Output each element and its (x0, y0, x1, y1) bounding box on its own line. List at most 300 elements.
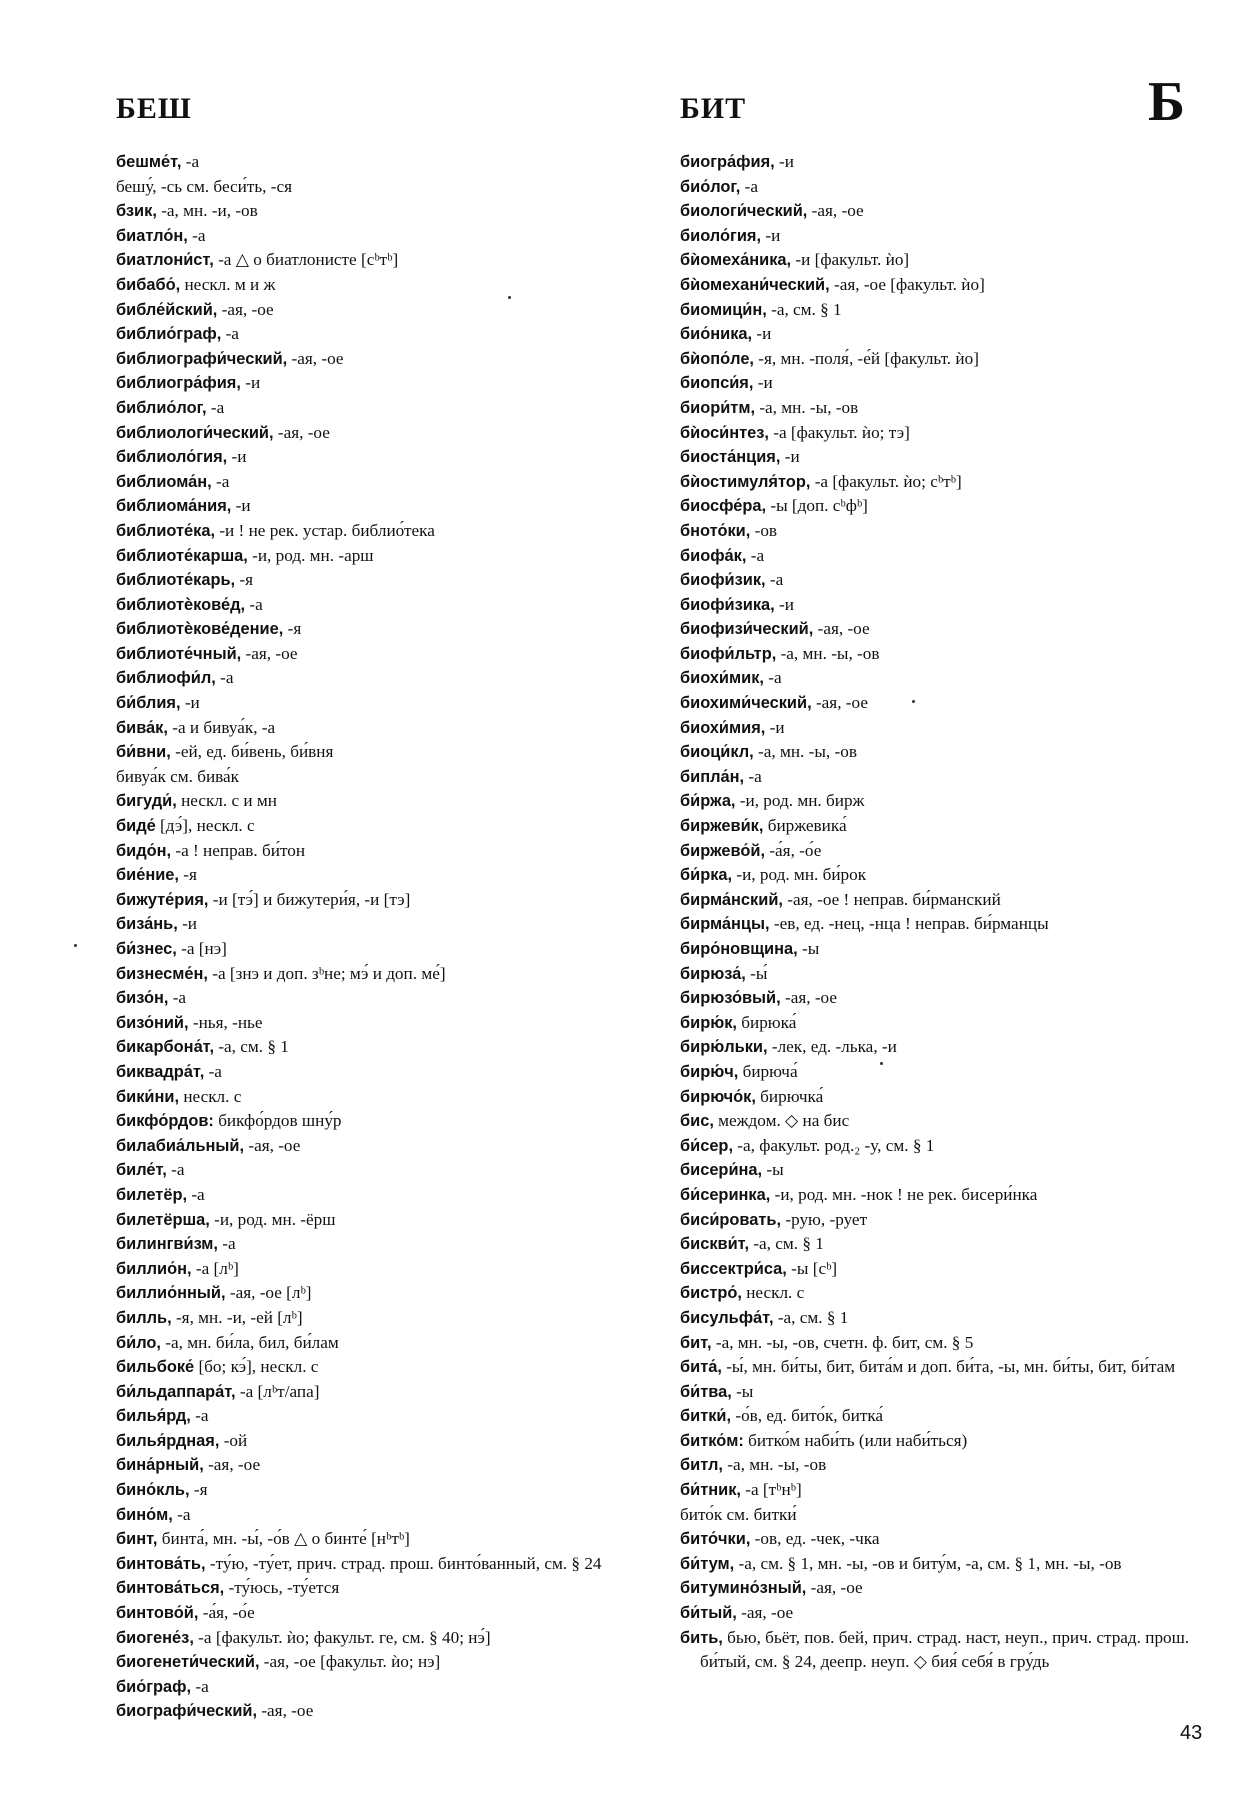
entry-headword: би́тва, (680, 1382, 732, 1401)
entry-headword: библиома́н, (116, 472, 212, 491)
entry-headword: бизо́н, (116, 989, 169, 1008)
entry-headword: битко́м: (680, 1431, 744, 1450)
entry-headword: биофи́зика, (680, 595, 775, 614)
dictionary-entry (116, 666, 641, 691)
entry-grammar: -а △ о биатлонисте [сᵇтᵇ] (213, 250, 399, 270)
dictionary-entry (680, 1380, 1210, 1405)
entry-headword: бильбоке́ (116, 1358, 195, 1377)
dictionary-entry (116, 1183, 641, 1208)
entry-grammar: -ая, -ое (217, 299, 274, 319)
entry-headword: биогене́з, (116, 1628, 194, 1647)
entry-grammar: -а [лᵇт/апа] (235, 1381, 320, 1401)
dictionary-entry (680, 716, 1210, 741)
dictionary-entry (116, 937, 641, 962)
entry-headword: бибабо́, (116, 275, 181, 294)
dictionary-entry (116, 888, 641, 913)
entry-grammar: -ая, -ое (806, 1578, 863, 1598)
dictionary-entry (680, 273, 1210, 298)
entry-headword: библиотѐкове́д, (116, 595, 246, 614)
entry-grammar: -а (763, 668, 782, 688)
entry-headword: бзик, (116, 202, 157, 221)
entry-headword: биофа́к, (680, 546, 747, 565)
entry-grammar: бешу́, -сь см. беси́ть, -ся (116, 176, 293, 196)
dictionary-entry (680, 1355, 1210, 1380)
dictionary-entry (116, 1453, 641, 1478)
dictionary-entry (680, 839, 1210, 864)
entry-grammar: -ы́ (745, 963, 768, 983)
entry-headword: бина́рный, (116, 1456, 204, 1475)
dictionary-entry (680, 1109, 1210, 1134)
entry-headword: билабиа́льный, (116, 1136, 245, 1155)
dictionary-entry (116, 1306, 641, 1331)
entry-grammar: -а (218, 1234, 236, 1254)
entry-headword: биссектри́са, (680, 1259, 787, 1278)
dictionary-entry (116, 1699, 641, 1724)
dictionary-entry (680, 691, 1210, 716)
dictionary-entry (680, 962, 1210, 987)
entry-headword: биси́ровать, (680, 1210, 782, 1229)
dictionary-entry (116, 642, 641, 667)
entry-grammar: -а, мн. -и, -ов (156, 201, 258, 221)
dictionary-entry (680, 519, 1210, 544)
entry-grammar: -а [тᵇнᵇ] (740, 1480, 802, 1500)
entry-headword: биологи́ческий, (680, 202, 808, 221)
entry-grammar: -и (765, 717, 785, 737)
dictionary-entry (680, 199, 1210, 224)
entry-grammar: бирючка́ (755, 1086, 824, 1106)
dictionary-entry (116, 1626, 641, 1651)
dictionary-entry (680, 1060, 1210, 1085)
entry-headword: бѝопо́ле, (680, 349, 754, 368)
running-head-left: БЕШ (116, 92, 192, 125)
entry-headword: битки́, (680, 1407, 732, 1426)
entry-headword: бисульфа́т, (680, 1308, 774, 1327)
entry-grammar: -а́я, -о́е (765, 840, 822, 860)
entry-headword: бинтова́ться, (116, 1579, 225, 1598)
dictionary-entry (680, 1429, 1210, 1454)
dictionary-entry (116, 691, 641, 716)
entry-headword: бирюзо́вый, (680, 989, 781, 1008)
dictionary-entry (116, 470, 641, 495)
dictionary-entry (680, 617, 1210, 642)
dictionary-entry (116, 1552, 641, 1577)
entry-headword: би́знес, (116, 940, 177, 958)
entry-headword: биофи́зик, (680, 571, 766, 590)
dictionary-entry (116, 593, 641, 618)
right-column (680, 150, 1210, 1674)
dictionary-entry (116, 1404, 641, 1429)
entry-headword: библиологи́ческий, (116, 423, 274, 442)
entry-headword: библиома́ния, (116, 497, 232, 516)
entry-grammar: -я (178, 865, 197, 885)
entry-headword: бинтово́й, (116, 1604, 199, 1623)
dictionary-entry (680, 765, 1210, 790)
entry-grammar: -и (231, 496, 251, 516)
entry-grammar: -а (191, 1676, 209, 1696)
entry-headword: билетёрша, (116, 1210, 210, 1229)
entry-grammar: -и (752, 324, 772, 344)
dictionary-entry (116, 150, 641, 175)
entry-grammar: -и [факульт. ѝо] (791, 250, 910, 270)
dictionary-entry (680, 1232, 1210, 1257)
entry-headword: бидо́н, (116, 841, 172, 860)
entry-headword: библиоте́чный, (116, 644, 242, 663)
entry-grammar: бирюка́ (736, 1012, 797, 1032)
entry-headword: бирюза́, (680, 964, 746, 983)
entry-headword: биатлони́ст, (116, 251, 214, 270)
entry-headword: биле́т, (116, 1161, 167, 1180)
entry-grammar: -а [факульт. ѝо; тэ] (768, 422, 910, 442)
dictionary-entry (116, 1429, 641, 1454)
entry-grammar: -ая, -ое [лᵇ] (225, 1283, 312, 1303)
entry-grammar: -а (166, 1160, 185, 1180)
entry-grammar: биржевика́ (763, 816, 847, 836)
entry-headword: биатло́н, (116, 226, 188, 245)
entry-grammar: нескл. м и ж (180, 274, 276, 294)
entry-grammar: -а, см. § 1 (766, 299, 842, 319)
dictionary-entry (116, 224, 641, 249)
dictionary-entry (116, 1675, 641, 1700)
dictionary-entry (116, 273, 641, 298)
dictionary-entry (116, 1331, 641, 1356)
dictionary-entry (680, 1085, 1210, 1110)
entry-headword: битл, (680, 1456, 723, 1475)
entry-grammar: -и ! не рек. устар. библио́тека (215, 520, 435, 540)
entry-grammar: -а [лᵇ] (191, 1258, 239, 1278)
entry-grammar: -и, род. мн. -арш (247, 545, 374, 565)
dictionary-entry (116, 298, 641, 323)
entry-headword: битумино́зный, (680, 1579, 807, 1598)
dictionary-entry (116, 1085, 641, 1110)
entry-grammar: -рую, -рует (781, 1209, 868, 1229)
dictionary-entry (680, 1576, 1210, 1601)
entry-headword: би́ржа, (680, 792, 736, 811)
entry-headword: биллио́нный, (116, 1284, 226, 1303)
dictionary-entry (116, 1134, 641, 1159)
dictionary-entry (116, 1011, 641, 1036)
dictionary-entry (680, 150, 1210, 175)
entry-grammar: -а (181, 152, 200, 171)
dictionary-entry (116, 1355, 641, 1380)
entry-headword: бис, (680, 1112, 714, 1131)
dictionary-entry (116, 1601, 641, 1626)
entry-headword: биржеви́к, (680, 817, 764, 836)
entry-grammar: -а (190, 1406, 209, 1426)
dictionary-entry (116, 1478, 641, 1503)
entry-grammar: -а (168, 988, 187, 1008)
entry-grammar: -ей, ед. би́вень, би́вня (170, 742, 334, 762)
entry-grammar: -а, см. § 1 (214, 1037, 289, 1057)
dictionary-entry (680, 224, 1210, 249)
entry-grammar: -и [тэ́] и бижутери́я, -и [тэ] (208, 889, 411, 909)
entry-grammar: -а, мн. -ы, -ов (755, 397, 859, 417)
dictionary-entry (680, 1552, 1210, 1577)
entry-headword: билья́рд, (116, 1407, 191, 1426)
dictionary-entry (116, 814, 641, 839)
entry-grammar: -а, мн. би́ла, бил, би́лам (160, 1332, 339, 1352)
dictionary-entry (116, 322, 641, 347)
entry-grammar: -я (283, 619, 302, 639)
entry-grammar: -и (780, 447, 800, 467)
dictionary-entry (680, 740, 1210, 765)
entry-headword: биоста́нция, (680, 448, 781, 467)
dictionary-entry (116, 839, 641, 864)
entry-grammar: [дэ́], нескл. с (155, 816, 255, 836)
dictionary-entry (680, 445, 1210, 470)
entry-headword: бѝомеха́ника, (680, 251, 792, 270)
dictionary-entry (116, 248, 641, 273)
entry-headword: би́блия, (116, 694, 181, 713)
entry-headword: би́тум, (680, 1554, 735, 1573)
dictionary-entry (116, 863, 641, 888)
entry-grammar: -ой (219, 1430, 248, 1450)
dictionary-entry (680, 814, 1210, 839)
entry-grammar: -и (774, 594, 794, 614)
dictionary-entry (116, 765, 641, 790)
entry-headword: билингви́зм, (116, 1235, 218, 1254)
entry-headword: биоло́гия, (680, 226, 762, 245)
entry-grammar: -ы (731, 1381, 754, 1401)
dictionary-entry (116, 1257, 641, 1282)
entry-headword: библио́лог, (116, 398, 207, 417)
entry-grammar: -нья, -нье (188, 1012, 263, 1032)
entry-grammar: -и (753, 373, 773, 393)
entry-grammar: бинта́, мн. -ы́, -о́в △ о бинте́ [нᵇтᵇ] (157, 1529, 410, 1549)
entry-headword: билетёр, (116, 1185, 188, 1204)
entry-grammar: -ы́, мн. би́ты, бит, бита́м и доп. би́та, -ы, мн. би́ты, бит, би́там (721, 1357, 1176, 1377)
entry-grammar: -я (189, 1480, 208, 1500)
dictionary-entry (680, 1208, 1210, 1233)
entry-headword: бизнесме́н, (116, 964, 208, 983)
entry-headword: библе́йский, (116, 300, 218, 319)
entry-headword: биогенети́ческий, (116, 1653, 260, 1672)
dictionary-entry (680, 1626, 1210, 1674)
entry-grammar: бивуа́к см. бива́к (116, 766, 240, 786)
entry-grammar: -ая, -ое (811, 693, 868, 713)
entry-grammar: -а́я, -о́е (198, 1603, 255, 1623)
entry-grammar: -ы [доп. сᵇфᵇ] (766, 496, 868, 516)
dictionary-entry (116, 1650, 641, 1675)
entry-headword: бипла́н, (680, 767, 745, 786)
entry-grammar: бирюча́ (738, 1061, 798, 1081)
entry-headword: бното́ки, (680, 521, 751, 540)
dictionary-entry (116, 986, 641, 1011)
entry-grammar: -о́в, ед. бито́к, битка́ (731, 1406, 884, 1426)
entry-headword: биомици́н, (680, 300, 767, 319)
entry-grammar: -а, см. § 1 (773, 1307, 849, 1327)
dictionary-entry (116, 962, 641, 987)
dictionary-entry (680, 1306, 1210, 1331)
entry-headword: билья́рдная, (116, 1431, 220, 1450)
entry-headword: библиоте́ка, (116, 521, 216, 540)
entry-headword: бѝостимуля́тор, (680, 472, 811, 491)
entry-headword: бить, (680, 1628, 723, 1647)
entry-headword: библиогра́фия, (116, 374, 241, 393)
running-head-right: БИТ (680, 92, 747, 125)
entry-grammar: -ая, -ое (203, 1455, 261, 1475)
entry-grammar: -а (215, 668, 234, 688)
dictionary-entry (116, 371, 641, 396)
entry-grammar: -ая, -ое (273, 422, 330, 442)
entry-grammar: -ая, -ое (241, 643, 298, 663)
entry-headword: билль, (116, 1308, 172, 1327)
entry-grammar: -а, см. § 1 (749, 1234, 824, 1254)
entry-headword: бито́чки, (680, 1530, 751, 1549)
entry-headword: библиоте́карша, (116, 546, 248, 565)
entry-headword: би́тник, (680, 1481, 741, 1500)
entry-headword: биллио́н, (116, 1259, 192, 1278)
entry-headword: бикарбона́т, (116, 1038, 215, 1057)
entry-grammar: -а и бивуа́к, -а (167, 717, 276, 737)
dictionary-entry (116, 421, 641, 446)
entry-headword: бискви́т, (680, 1235, 750, 1254)
entry-headword: бинт, (116, 1530, 158, 1549)
entry-grammar: -и, род. мн. би́рок (732, 865, 867, 885)
dictionary-entry (680, 298, 1210, 323)
dictionary-entry (116, 568, 641, 593)
entry-headword: биопси́я, (680, 374, 754, 393)
left-column (116, 150, 641, 1724)
print-speck (508, 296, 511, 299)
entry-grammar: -а [знэ и доп. зᵇне; мэ́ и доп. ме́] (207, 963, 446, 983)
entry-headword: би́ло, (116, 1333, 161, 1352)
entry-grammar: -я (235, 570, 254, 590)
entry-headword: бики́ни, (116, 1087, 180, 1106)
entry-grammar: -а, мн. -ы, -ов (753, 742, 857, 762)
dictionary-entry (116, 716, 641, 741)
entry-grammar: бикфо́рдов шну́р (213, 1111, 342, 1131)
entry-headword: био́ника, (680, 325, 753, 344)
entry-headword: би́рка, (680, 866, 733, 885)
dictionary-entry (680, 986, 1210, 1011)
entry-grammar: -и (177, 914, 197, 934)
entry-headword: бит, (680, 1333, 712, 1352)
dictionary-entry (680, 642, 1210, 667)
entry-grammar: -ы (797, 939, 820, 958)
entry-grammar: -а (746, 545, 765, 565)
entry-grammar: -а (744, 766, 762, 786)
dictionary-entry (680, 421, 1210, 446)
entry-headword: биосфе́ра, (680, 497, 767, 516)
dictionary-entry (680, 789, 1210, 814)
entry-headword: биохи́мик, (680, 669, 764, 688)
dictionary-entry (680, 937, 1210, 962)
dictionary-entry (680, 322, 1210, 347)
entry-headword: библиографи́ческий, (116, 349, 288, 368)
entry-grammar: бито́к см. битки́ (680, 1504, 797, 1524)
entry-headword: бешме́т, (116, 153, 182, 171)
entry-grammar: -а, мн. -ы, -ов (722, 1455, 827, 1475)
entry-headword: биохи́мия, (680, 718, 766, 737)
entry-grammar: -а [факульт. ѝо; факульт. ге, см. § 40; нэ́] (193, 1627, 491, 1647)
dictionary-entry (116, 1060, 641, 1085)
dictionary-entry (116, 1208, 641, 1233)
dictionary-entry (116, 1281, 641, 1306)
dictionary-entry (116, 1527, 641, 1552)
entry-grammar: -и, род. мн. -нок ! не рек. бисери́нка (770, 1184, 1038, 1204)
entry-grammar: -ов, ед. -чек, -чка (750, 1529, 880, 1549)
dictionary-entry (116, 494, 641, 519)
entry-grammar: -и (774, 152, 794, 171)
entry-headword: биде́ (116, 817, 156, 836)
print-speck (912, 700, 915, 703)
dictionary-entry (116, 617, 641, 642)
entry-grammar: -а (221, 324, 239, 344)
entry-grammar: -а ! неправ. би́тон (171, 840, 306, 860)
dictionary-entry (116, 1109, 641, 1134)
dictionary-entry (680, 863, 1210, 888)
entry-grammar: [бо; кэ́], нескл. с (194, 1357, 319, 1377)
dictionary-entry (680, 1134, 1210, 1159)
entry-headword: биофизи́ческий, (680, 620, 814, 639)
dictionary-entry (680, 666, 1210, 691)
entry-headword: био́лог, (680, 177, 741, 196)
entry-grammar: -а (204, 1061, 222, 1081)
dictionary-entry (680, 1601, 1210, 1626)
dictionary-entry (680, 1281, 1210, 1306)
entry-grammar: -а (206, 397, 225, 417)
dictionary-entry (680, 1183, 1210, 1208)
dictionary-entry (680, 1257, 1210, 1282)
dictionary-entry (116, 1576, 641, 1601)
entry-headword: библиотѐкове́дение, (116, 620, 284, 639)
entry-headword: би́тый, (680, 1604, 737, 1623)
entry-grammar: нескл. с и мн (176, 791, 277, 811)
entry-grammar: -и, род. мн. -ёрш (209, 1209, 336, 1229)
entry-grammar: -а (765, 570, 784, 590)
dictionary-entry (680, 248, 1210, 273)
entry-grammar: -ов (750, 520, 778, 540)
dictionary-entry (116, 396, 641, 421)
entry-grammar: -а (245, 594, 263, 614)
entry-headword: бита́, (680, 1358, 722, 1377)
dictionary-entry (680, 175, 1210, 200)
entry-grammar: -ту́юсь, -ту́ется (224, 1578, 340, 1598)
entry-headword: биржево́й, (680, 841, 766, 860)
entry-grammar: -и (180, 693, 200, 713)
entry-grammar: -а, факульт. род.₂ -у, см. § 1 (733, 1135, 935, 1155)
dictionary-entry (680, 1331, 1210, 1356)
entry-grammar: -и, род. мн. бирж (735, 791, 865, 811)
dictionary-entry (680, 1478, 1210, 1503)
dictionary-entry (680, 371, 1210, 396)
dictionary-entry (116, 1503, 641, 1528)
entry-headword: бизо́ний, (116, 1013, 189, 1032)
dictionary-entry (680, 396, 1210, 421)
entry-grammar: -ая, -ое [факульт. ѝо] (829, 274, 985, 294)
entry-headword: библиофи́л, (116, 669, 216, 688)
print-speck (880, 1062, 883, 1065)
dictionary-entry (116, 740, 641, 765)
dictionary-entry (680, 470, 1210, 495)
entry-grammar: -ы (762, 1160, 784, 1180)
entry-grammar: -ев, ед. -нец, -нца ! неправ. би́рманцы (769, 914, 1049, 934)
entry-headword: библиоте́карь, (116, 571, 236, 590)
entry-headword: бирма́нский, (680, 890, 783, 909)
entry-headword: би́вни, (116, 743, 171, 762)
entry-grammar: -и (761, 225, 781, 245)
dictionary-entry (680, 888, 1210, 913)
page-number: 43 (1180, 1722, 1203, 1744)
entry-grammar: -я, мн. -поля́, -е́й [факульт. ѝо] (754, 348, 979, 368)
entry-grammar: битко́м наби́ть (или наби́ться) (743, 1430, 968, 1450)
print-speck (74, 944, 77, 947)
entry-headword: бие́ние, (116, 866, 179, 885)
entry-grammar: -ая, -ое (287, 348, 344, 368)
entry-headword: бѝомехани́ческий, (680, 275, 830, 294)
entry-headword: био́граф, (116, 1677, 192, 1696)
entry-grammar: -ая, -ое (257, 1701, 314, 1721)
